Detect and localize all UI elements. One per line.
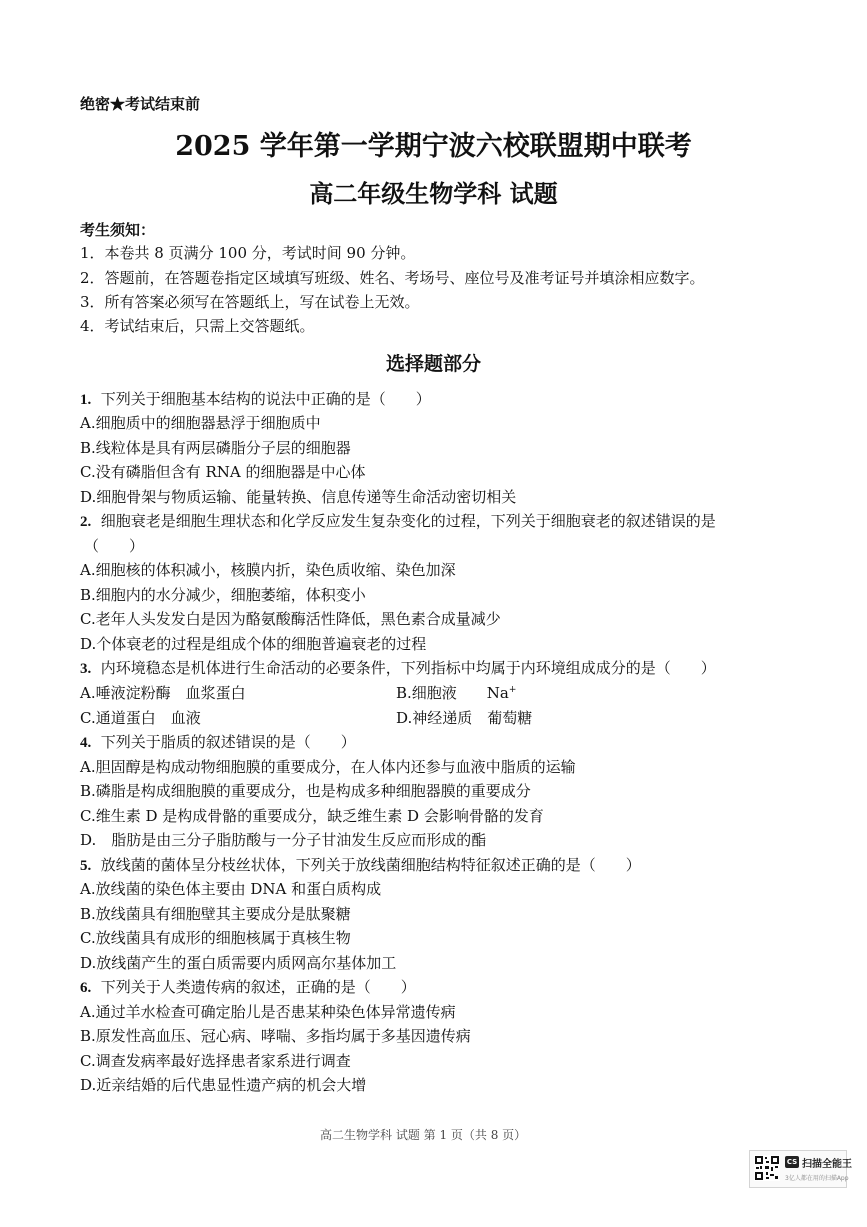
notice-item: 3．所有答案必须写在答题纸上，写在试卷上无效。 [80,293,420,311]
superscript-plus: + [508,685,517,695]
option-d: D.近亲结婚的后代患显性遗产病的机会大增 [80,1076,367,1094]
question-number: 1. [80,392,92,408]
section-title: 选择题部分 [385,353,481,375]
question-5-stem [80,854,641,875]
question-number: 5. [80,858,92,874]
app-logo-icon: CS [786,1158,798,1166]
question-number: 2. [80,514,92,530]
option-d: D.神经递质 葡萄糖 [396,709,533,727]
notice-item: 1．本卷共 8 页满分 100 分，考试时间 90 分钟。 [80,244,416,262]
option-a: A.胆固醇是构成动物细胞膜的重要成分，在人体内还参与血液中脂质的运输 [80,758,576,776]
notice-heading: 考生须知： [80,221,156,239]
option-c: C.没有磷脂但含有 RNA 的细胞器是中心体 [80,463,366,481]
exam-title: 2025 学年第一学期宁波六校联盟期中联考 [175,131,692,162]
question-text: 下列关于脂质的叙述错误的是（ ） [100,733,356,751]
exam-subtitle: 高二年级生物学科 试题 [309,179,558,208]
question-3-stem [80,657,716,678]
option-c: C.老年人头发发白是因为酪氨酸酶活性降低，黑色素合成量减少 [80,610,501,628]
question-text: 下列关于细胞基本结构的说法中正确的是（ ） [100,390,431,408]
option-d: D. 脂肪是由三分子脂肪酸与一分子甘油发生反应而形成的酯 [80,831,487,849]
option-a: A.放线菌的染色体主要由 DNA 和蛋白质构成 [80,880,382,898]
option-a: A.细胞核的体积减小，核膜内折，染色质收缩、染色加深 [80,561,456,579]
question-number: 6. [80,980,92,996]
question-number: 3. [80,661,92,677]
scanner-app-tagline: 3亿人都在用的扫描App [785,1175,849,1182]
option-c: C.通道蛋白 血液 [80,709,201,727]
question-number: 4. [80,735,92,751]
notice-item: 2．答题前，在答题卷指定区域填写班级、姓名、考场号、座位号及准考证号并填涂相应数字。 [80,269,705,287]
option-b: B.原发性高血压、冠心病、哮喘、多指均属于多基因遗传病 [80,1027,471,1045]
option-b: B.线粒体是具有两层磷脂分子层的细胞器 [80,439,351,457]
option-a: A.唾液淀粉酶 血浆蛋白 [80,684,246,702]
question-4-stem [80,731,356,752]
option-b: B.放线菌具有细胞壁其主要成分是肽聚糖 [80,905,351,923]
option-b: B.细胞内的水分减少，细胞萎缩，体积变小 [80,586,366,604]
question-2-stem-continued: （ ） [84,537,145,555]
option-d: D.个体衰老的过程是组成个体的细胞普遍衰老的过程 [80,635,427,653]
option-a: A.细胞质中的细胞器悬浮于细胞质中 [80,414,321,432]
question-text: 内环境稳态是机体进行生命活动的必要条件，下列指标中均属于内环境组成成分的是（ ） [100,659,716,677]
question-text: 下列关于人类遗传病的叙述，正确的是（ ） [100,978,416,996]
option-b: B.磷脂是构成细胞膜的重要成分，也是构成多种细胞器膜的重要成分 [80,782,531,800]
question-text: 放线菌的菌体呈分枝丝状体，下列关于放线菌细胞结构特征叙述正确的是（ ） [100,856,641,874]
option-d: D.放线菌产生的蛋白质需要内质网高尔基体加工 [80,954,397,972]
option-b-text: B.细胞液 Na [396,684,509,702]
option-c: C.维生素 D 是构成骨骼的重要成分，缺乏维生素 D 会影响骨骼的发育 [80,807,544,825]
question-2-stem [80,510,716,531]
scanner-app-name: 扫描全能王 [802,1159,852,1170]
notice-item: 4．考试结束后，只需上交答题纸。 [80,317,315,335]
question-1-stem [80,388,431,409]
option-d: D.细胞骨架与物质运输、能量转换、信息传递等生命活动密切相关 [80,488,517,506]
option-a: A.通过羊水检查可确定胎儿是否患某种染色体异常遗传病 [80,1003,456,1021]
question-text: 细胞衰老是细胞生理状态和化学反应发生复杂变化的过程，下列关于细胞衰老的叙述错误的是 [100,512,716,530]
confidential-mark: 绝密★考试结束前 [80,95,201,113]
option-c: C.放线菌具有成形的细胞核属于真核生物 [80,929,351,947]
qr-code-icon [754,1155,780,1181]
question-6-stem [80,976,416,997]
page-footer: 高二生物学科 试题 第 1 页（共 8 页） [320,1128,527,1142]
option-c: C.调查发病率最好选择患者家系进行调查 [80,1052,351,1070]
scanner-watermark [749,1150,852,1188]
option-b [396,682,516,703]
